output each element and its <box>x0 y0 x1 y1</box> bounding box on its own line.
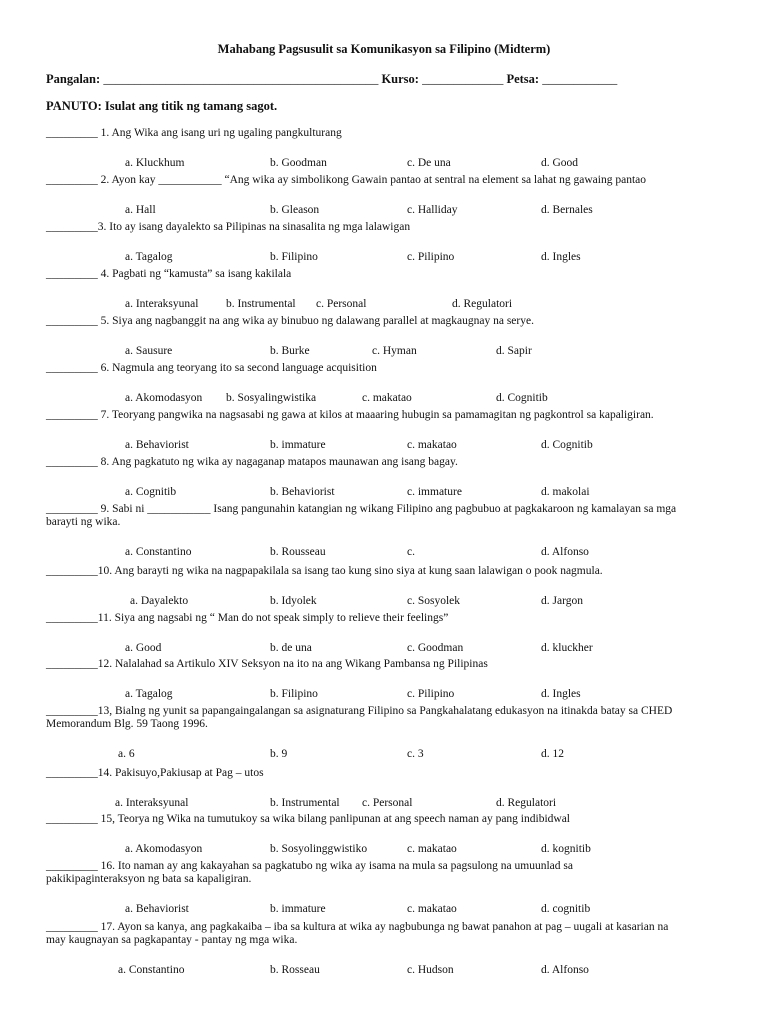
choice-a: a. Behaviorist <box>125 903 189 915</box>
question-15 <box>46 813 726 826</box>
question-text-line: may kaugnayan sa pagkapantay - pantay ng mga wika. <box>46 934 298 946</box>
choice-d: d. Good <box>541 157 579 169</box>
course-label: Kurso: <box>381 72 419 86</box>
choice-b: b. immature <box>270 439 326 451</box>
choice-row <box>0 298 768 312</box>
choice-c: c. Pilipino <box>407 251 455 263</box>
choice-b: b. Behaviorist <box>270 486 335 498</box>
choice-b: b. Goodman <box>270 157 327 169</box>
choice-row <box>0 251 768 265</box>
choice-a: a. Akomodasyon <box>125 843 203 855</box>
choice-row <box>0 345 768 359</box>
question-11 <box>46 612 726 625</box>
choice-row <box>0 748 768 762</box>
choice-a: a. Kluckhum <box>125 157 185 169</box>
question-text-line: _________ 8. Ang pagkatuto ng wika ay nagaganap matapos maunawan ang isang bagay. <box>46 456 458 468</box>
choice-b: b. Rousseau <box>270 546 326 558</box>
question-text-line: _________13, Bialng ng yunit sa papangaingalangan sa asignaturang Filipino sa Pangkahalatang edukasyon na itinakda batay sa CHED <box>46 705 673 717</box>
choice-row <box>0 903 768 917</box>
question-text-line: _________10. Ang barayti ng wika na nagpapakilala sa isang tao kung sino siya at kung saan lalawigan o pook nagmula. <box>46 565 603 577</box>
choice-b: b. Instrumental <box>226 298 296 310</box>
choice-b: b. Sosyalingwistika <box>226 392 317 404</box>
choice-a: a. Sausure <box>125 345 173 357</box>
choice-c: c. Pilipino <box>407 688 455 700</box>
choice-a: a. Constantino <box>118 964 185 976</box>
question-text-line: _________11. Siya ang nagsabi ng “ Man do not speak simply to relieve their feelings” <box>46 612 449 624</box>
name-blank: ____________________________________________ <box>103 72 379 86</box>
choice-row <box>0 642 768 656</box>
choice-row <box>0 486 768 500</box>
exam-title: Mahabang Pagsusulit sa Komunikasyon sa Filipino (Midterm) <box>217 42 551 56</box>
question-text-line: _________ 4. Pagbati ng “kamusta” sa isang kakilala <box>46 268 292 280</box>
choice-a: a. Dayalekto <box>130 595 189 607</box>
choice-b: b. Filipino <box>270 251 318 263</box>
choice-a: a. Interaksyunal <box>115 797 189 809</box>
choice-d: d. Cognitib <box>496 392 548 404</box>
question-10 <box>46 565 726 578</box>
question-text-line: _________ 9. Sabi ni ___________ Isang pangunahin katangian ng wikang Filipino ang pagbubuo at pagkakaroon ng kamalayan sa mga <box>46 503 677 515</box>
choice-row <box>0 204 768 218</box>
choice-b: b. Gleason <box>270 204 320 216</box>
choice-d: d. Alfonso <box>541 964 589 976</box>
choice-row <box>0 797 768 811</box>
question-16 <box>46 860 726 886</box>
choice-c: c. makatao <box>407 843 457 855</box>
choice-c: c. Goodman <box>407 642 464 654</box>
choice-c: c. Halliday <box>407 204 458 216</box>
choice-c: c. makatao <box>407 439 457 451</box>
question-17 <box>46 921 726 947</box>
question-text-line: _________ 1. Ang Wika ang isang uri ng ugaling pangkulturang <box>46 127 342 139</box>
choice-d: d. Jargon <box>541 595 583 607</box>
choice-a: a. Cognitib <box>125 486 177 498</box>
choice-row <box>0 546 768 560</box>
question-text-line: _________ 6. Nagmula ang teoryang ito sa second language acquisition <box>46 362 377 374</box>
question-text-line: _________ 16. Ito naman ay ang kakayahan sa pagkatubo ng wika ay isama na mula sa pagsulong na umuunlad sa <box>46 860 573 872</box>
question-6 <box>46 362 726 375</box>
question-text-line: _________14. Pakisuyo,Pakiusap at Pag – utos <box>46 767 264 779</box>
instructions: PANUTO: Isulat ang titik ng tamang sagot. <box>46 99 278 113</box>
question-3 <box>46 221 726 234</box>
question-7 <box>46 409 726 422</box>
choice-a: a. Interaksyunal <box>125 298 199 310</box>
choice-c: c. Hyman <box>372 345 417 357</box>
choice-a: a. Constantino <box>125 546 192 558</box>
choice-b: b. Rosseau <box>270 964 320 976</box>
choice-d: d. kognitib <box>541 843 591 855</box>
question-text-line: _________ 2. Ayon kay ___________ “Ang wika ay simbolikong Gawain pantao at sentral na element sa lahat ng gawaing pantao <box>46 174 647 186</box>
choice-row <box>0 595 768 609</box>
choice-d: d. makolai <box>541 486 590 498</box>
choice-b: b. Sosyolinggwistiko <box>270 843 368 855</box>
choice-b: b. Idyolek <box>270 595 317 607</box>
question-14 <box>46 767 726 780</box>
choice-b: b. Filipino <box>270 688 318 700</box>
choice-b: b. immature <box>270 903 326 915</box>
choice-d: d. Bernales <box>541 204 593 216</box>
name-label: Pangalan: <box>46 72 101 86</box>
choice-d: d. Alfonso <box>541 546 589 558</box>
choice-d: d. Cognitib <box>541 439 593 451</box>
choice-row <box>0 439 768 453</box>
question-5 <box>46 315 726 328</box>
choice-c: c. Personal <box>316 298 367 310</box>
choice-a: a. 6 <box>118 748 135 760</box>
choice-c: c. 3 <box>407 748 424 760</box>
question-text-line: Memorandum Blg. 59 Taong 1996. <box>46 718 208 730</box>
choice-c: c. immature <box>407 486 462 498</box>
student-info-line <box>46 72 617 87</box>
choice-c: c. <box>407 546 415 558</box>
question-9 <box>46 503 726 529</box>
course-blank: _____________ <box>422 72 504 86</box>
choice-b: b. de una <box>270 642 312 654</box>
choice-c: c. makatao <box>362 392 412 404</box>
choice-row <box>0 964 768 978</box>
choice-d: d. Regulatori <box>452 298 513 310</box>
choice-b: b. 9 <box>270 748 288 760</box>
choice-c: c. Sosyolek <box>407 595 461 607</box>
choice-a: a. Tagalog <box>125 688 173 700</box>
question-text-line: _________ 5. Siya ang nagbanggit na ang wika ay binubuo ng dalawang parallel at magkaugnay na serye. <box>46 315 534 327</box>
question-4 <box>46 268 726 281</box>
question-text-line: _________ 7. Teoryang pangwika na nagsasabi ng gawa at kilos at maaaring hubugin sa pamamagitan ng pagkontrol sa kapaligiran. <box>46 409 654 421</box>
question-text-line: _________ 15, Teorya ng Wika na tumutukoy sa wika bilang panlipunan at ang speech naman ay pang indibidwal <box>46 813 570 825</box>
choice-row <box>0 392 768 406</box>
question-12 <box>46 658 726 671</box>
date-blank: ____________ <box>542 72 618 86</box>
question-8 <box>46 456 726 469</box>
choice-c: c. makatao <box>407 903 457 915</box>
question-text-line: barayti ng wika. <box>46 516 121 528</box>
choice-a: a. Good <box>125 642 162 654</box>
choice-d: d. Sapir <box>496 345 532 357</box>
choice-row <box>0 157 768 171</box>
question-2 <box>46 174 726 187</box>
question-text-line: _________ 17. Ayon sa kanya, ang pagkakaiba – iba sa kultura at wika ay nagbubunga ng bawat panahon at pag – uugali at kasarian na <box>46 921 669 933</box>
question-text-line: pakikipaginteraksyon ng bata sa kapaligiran. <box>46 873 252 885</box>
question-text-line: _________3. Ito ay isang dayalekto sa Pilipinas na sinasalita ng mga lalawigan <box>46 221 411 233</box>
choice-a: a. Akomodasyon <box>125 392 203 404</box>
choice-row <box>0 843 768 857</box>
choice-c: c. De una <box>407 157 451 169</box>
choice-a: a. Hall <box>125 204 156 216</box>
choice-d: d. cognitib <box>541 903 591 915</box>
question-13 <box>46 705 726 731</box>
question-text-line: _________12. Nalalahad sa Artikulo XIV Seksyon na ito na ang Wikang Pambansa ng Pilipinas <box>46 658 488 670</box>
question-1 <box>46 127 726 140</box>
choice-row <box>0 688 768 702</box>
choice-c: c. Hudson <box>407 964 454 976</box>
choice-d: d. 12 <box>541 748 564 760</box>
choice-a: a. Tagalog <box>125 251 173 263</box>
choice-a: a. Behaviorist <box>125 439 189 451</box>
choice-c: c. Personal <box>362 797 413 809</box>
choice-d: d. Regulatori <box>496 797 557 809</box>
choice-b: b. Instrumental <box>270 797 340 809</box>
date-label: Petsa: <box>506 72 540 86</box>
choice-b: b. Burke <box>270 345 310 357</box>
choice-d: d. Ingles <box>541 688 581 700</box>
choice-d: d. kluckher <box>541 642 593 654</box>
choice-d: d. Ingles <box>541 251 581 263</box>
